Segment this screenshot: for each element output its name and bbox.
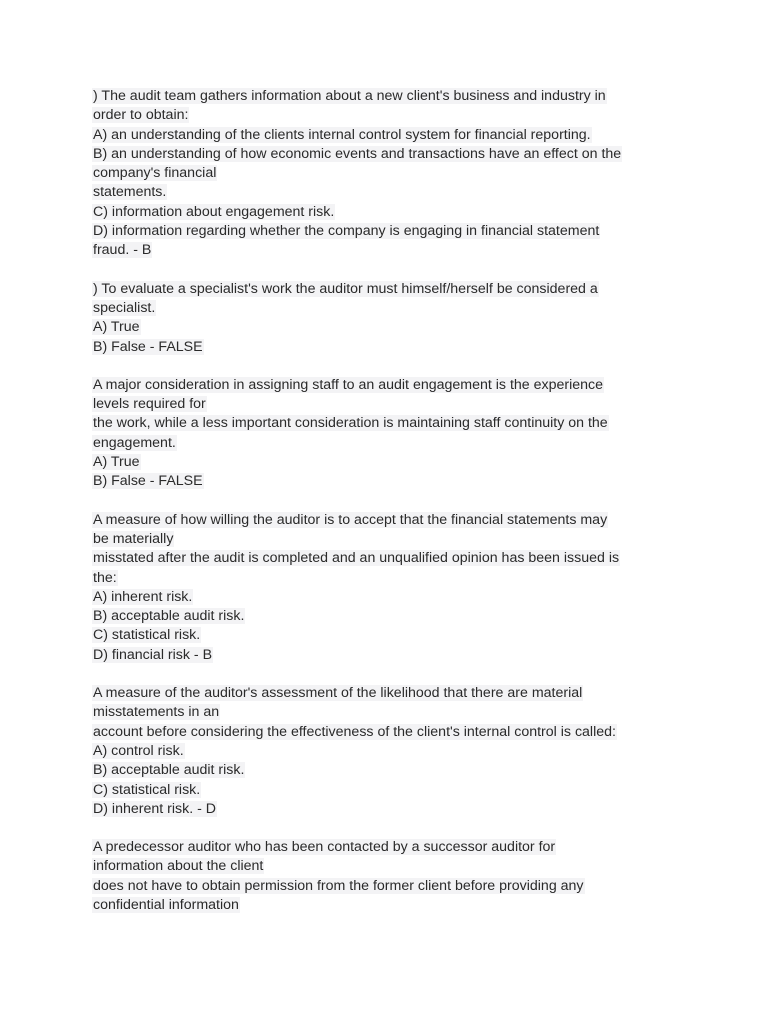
text-line xyxy=(92,318,682,337)
text-line xyxy=(92,761,682,780)
text-line-content: B) False - FALSE xyxy=(93,338,203,355)
text-line xyxy=(92,838,682,857)
text-line xyxy=(92,530,682,549)
text-line-content: A measure of how willing the auditor is to accept that the financial statements may xyxy=(93,511,608,528)
text-line xyxy=(92,164,682,183)
question-block xyxy=(92,376,682,492)
text-line xyxy=(92,472,682,491)
text-line-content: misstated after the audit is completed and an unqualified opinion has been issued is xyxy=(93,550,620,567)
text-line xyxy=(92,414,682,433)
text-line-content: levels required for xyxy=(93,396,206,413)
text-line xyxy=(92,781,682,800)
text-line-content: specialist. xyxy=(93,299,156,316)
text-line-content: A) True xyxy=(93,454,140,471)
text-line xyxy=(92,338,682,357)
question-block xyxy=(92,87,682,261)
text-line-content: does not have to obtain permission from the former client before providing any xyxy=(93,877,584,894)
text-line xyxy=(92,126,682,145)
text-line xyxy=(92,106,682,125)
text-line xyxy=(92,222,682,241)
text-line xyxy=(92,588,682,607)
text-line xyxy=(92,723,682,742)
text-line-content: D) inherent risk. - D xyxy=(93,800,216,817)
text-line-content: B) acceptable audit risk. xyxy=(93,762,245,779)
text-line xyxy=(92,434,682,453)
text-line-content: A measure of the auditor's assessment of the likelihood that there are material xyxy=(93,685,583,702)
text-line-content: B) an understanding of how economic events and transactions have an effect on the xyxy=(93,145,622,162)
text-line xyxy=(92,299,682,318)
text-line xyxy=(92,145,682,164)
text-line-content: engagement. xyxy=(93,434,176,451)
text-line-content: confidential information xyxy=(93,896,239,913)
text-line-content: the work, while a less important consideration is maintaining staff continuity on the xyxy=(93,415,608,432)
text-line xyxy=(92,607,682,626)
text-line-content: C) statistical risk. xyxy=(93,781,201,798)
text-line xyxy=(92,626,682,645)
question-block xyxy=(92,280,682,357)
text-line xyxy=(92,896,682,915)
text-line-content: C) information about engagement risk. xyxy=(93,203,335,220)
text-line-content: ) To evaluate a specialist's work the auditor must himself/herself be considered a xyxy=(93,280,598,297)
text-line-content: A) True xyxy=(93,319,140,336)
text-line xyxy=(92,549,682,568)
text-line xyxy=(92,569,682,588)
text-line-content: A major consideration in assigning staff to an audit engagement is the experience xyxy=(93,376,604,393)
text-line xyxy=(92,376,682,395)
text-line-content: D) financial risk - B xyxy=(93,646,213,663)
text-line-content: company's financial xyxy=(93,165,217,182)
text-line xyxy=(92,395,682,414)
question-block xyxy=(92,684,682,819)
text-line xyxy=(92,280,682,299)
document-content xyxy=(92,87,682,934)
text-line-content: A) inherent risk. xyxy=(93,588,193,605)
question-block xyxy=(92,838,682,915)
text-line xyxy=(92,877,682,896)
text-line-content: B) False - FALSE xyxy=(93,473,203,490)
text-line xyxy=(92,87,682,106)
text-line xyxy=(92,511,682,530)
text-line xyxy=(92,742,682,761)
text-line-content: A) an understanding of the clients internal control system for financial reporting. xyxy=(93,126,591,143)
text-line-content: order to obtain: xyxy=(93,107,189,124)
text-line-content: statements. xyxy=(93,184,167,201)
text-line-content: ) The audit team gathers information about a new client's business and industry in xyxy=(93,88,606,104)
text-line xyxy=(92,703,682,722)
text-line-content: fraud. - B xyxy=(93,242,152,259)
text-line-content: A) control risk. xyxy=(93,742,184,759)
text-line-content: A predecessor auditor who has been contacted by a successor auditor for xyxy=(93,839,556,856)
text-line-content: C) statistical risk. xyxy=(93,627,201,644)
text-line xyxy=(92,453,682,472)
text-line xyxy=(92,183,682,202)
text-line-content: misstatements in an xyxy=(93,704,220,721)
text-line xyxy=(92,241,682,260)
text-line-content: account before considering the effectiveness of the client's internal control is called: xyxy=(93,723,616,740)
text-line xyxy=(92,857,682,876)
text-line xyxy=(92,684,682,703)
text-line xyxy=(92,800,682,819)
text-line-content: be materially xyxy=(93,530,174,547)
text-line xyxy=(92,203,682,222)
text-line-content: D) information regarding whether the company is engaging in financial statement xyxy=(93,223,600,240)
text-line-content: information about the client xyxy=(93,858,264,875)
text-line-content: the: xyxy=(93,569,117,586)
text-line xyxy=(92,646,682,665)
question-block xyxy=(92,511,682,665)
text-line-content: B) acceptable audit risk. xyxy=(93,608,245,625)
